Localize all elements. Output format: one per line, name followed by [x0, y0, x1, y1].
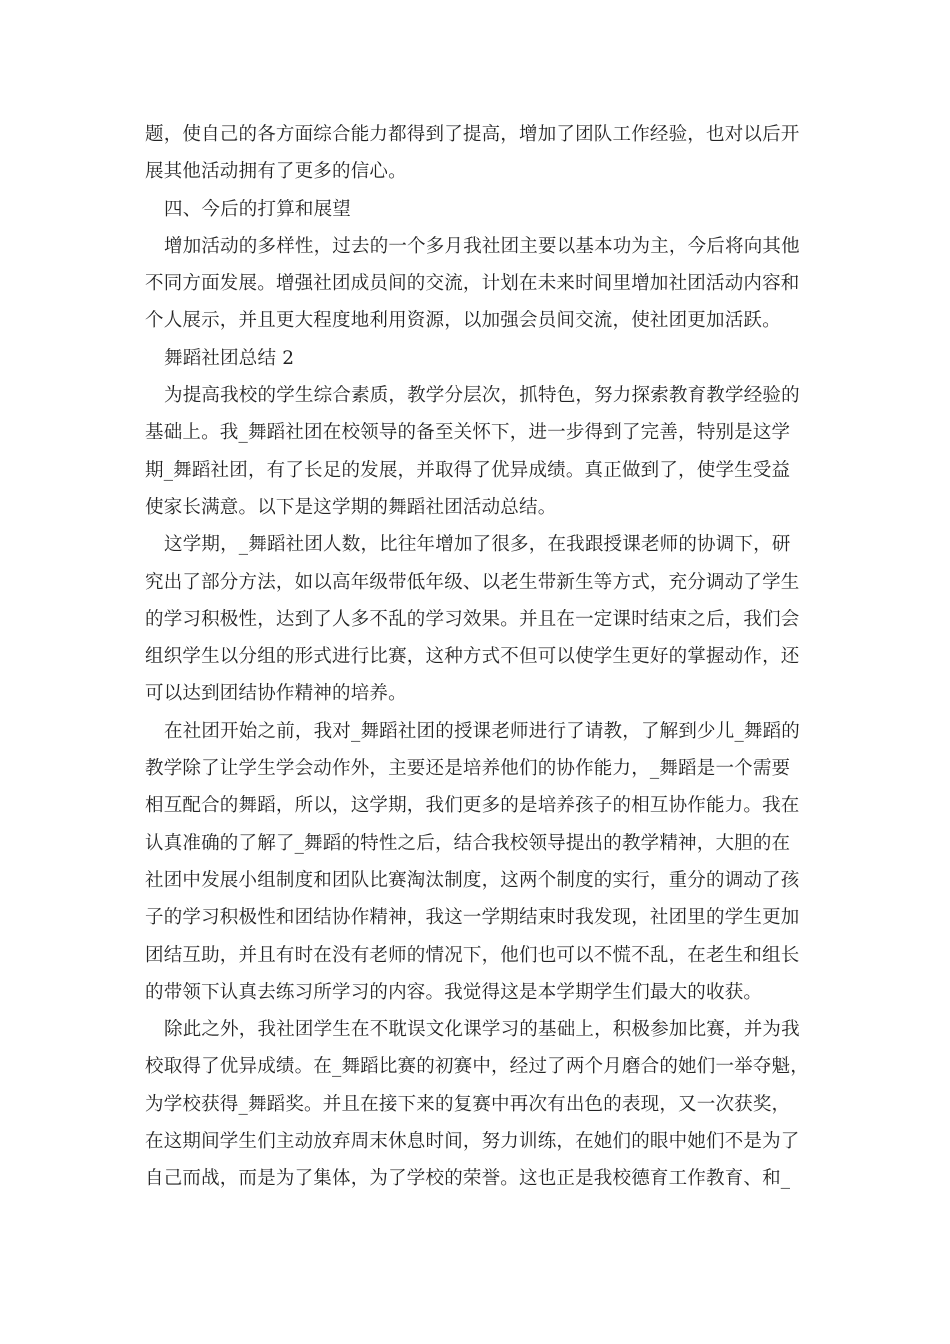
- text-line: 展其他活动拥有了更多的信心。: [145, 161, 407, 183]
- text-line: 认真准确的了解了_舞蹈的特性之后，结合我校领导提出的教学精神，大胆的在: [145, 832, 791, 854]
- text-line: 子的学习积极性和团结协作精神，我这一学期结束时我发现，社团里的学生更加: [145, 907, 800, 929]
- text-line: 究出了部分方法，如以高年级带低年级、以老生带新生等方式，充分调动了学生: [145, 571, 800, 593]
- text-line: 为学校获得_舞蹈奖。并且在接下来的复赛中再次有出色的表现，又一次获奖，: [145, 1093, 791, 1115]
- text-line: 使家长满意。以下是这学期的舞蹈社团活动总结。: [145, 496, 557, 518]
- text-line: 自己而战，而是为了集体，为了学校的荣誉。这也正是我校德育工作教育、和_: [145, 1168, 791, 1190]
- text-line: 在社团开始之前，我对_舞蹈社团的授课老师进行了请教，了解到少儿_舞蹈的: [164, 720, 801, 742]
- text-line: 组织学生以分组的形式进行比赛，这种方式不但可以使学生更好的掌握动作，还: [145, 646, 800, 668]
- text-line: 校取得了优异成绩。在_舞蹈比赛的初赛中，经过了两个月磨合的她们一举夺魁，: [145, 1056, 809, 1078]
- text-line: 社团中发展小组制度和团队比赛淘汰制度，这两个制度的实行，重分的调动了孩: [145, 869, 800, 891]
- text-line: 题，使自己的各方面综合能力都得到了提高，增加了团队工作经验，也对以后开: [145, 124, 800, 145]
- text-line: 不同方面发展。增强社团成员间的交流，计划在未来时间里增加社团活动内容和: [145, 273, 800, 295]
- text-line: 除此之外，我社团学生在不耽误文化课学习的基础上，积极参加比赛，并为我: [164, 1019, 800, 1041]
- text-line: 基础上。我_舞蹈社团在校领导的备至关怀下，进一步得到了完善，特别是这学: [145, 422, 791, 444]
- document-body: [145, 116, 810, 1198]
- text-line: 为提高我校的学生综合素质，教学分层次，抓特色，努力探索教育教学经验的: [164, 385, 800, 407]
- text-line: 个人展示，并且更大程度地利用资源，以加强会员间交流，使社团更加活跃。: [145, 310, 781, 332]
- text-line: 的带领下认真去练习所学习的内容。我觉得这是本学期学生们最大的收获。: [145, 981, 763, 1003]
- text-line: 教学除了让学生学会动作外，主要还是培养他们的协作能力，_舞蹈是一个需要: [145, 758, 791, 780]
- text-line: 这学期，_舞蹈社团人数，比往年增加了很多，在我跟授课老师的协调下，研: [164, 534, 791, 556]
- text-line: 四、今后的打算和展望: [164, 198, 352, 220]
- text-line: 期_舞蹈社团，有了长足的发展，并取得了优异成绩。真正做到了，使学生受益: [145, 459, 791, 481]
- text-line: 在这期间学生们主动放弃周末休息时间，努力训练，在她们的眼中她们不是为了: [145, 1131, 800, 1153]
- text-line: 团结互助，并且有时在没有老师的情况下，他们也可以不慌不乱，在老生和组长: [145, 944, 800, 966]
- text-line: 增加活动的多样性，过去的一个多月我社团主要以基本功为主，今后将向其他: [164, 235, 800, 257]
- text-line: 舞蹈社团总结 2: [164, 347, 295, 369]
- text-line: 可以达到团结协作精神的培养。: [145, 683, 407, 705]
- text-line: 相互配合的舞蹈，所以，这学期，我们更多的是培养孩子的相互协作能力。我在: [145, 795, 800, 817]
- text-line: 的学习积极性，达到了人多不乱的学习效果。并且在一定课时结束之后，我们会: [145, 608, 800, 630]
